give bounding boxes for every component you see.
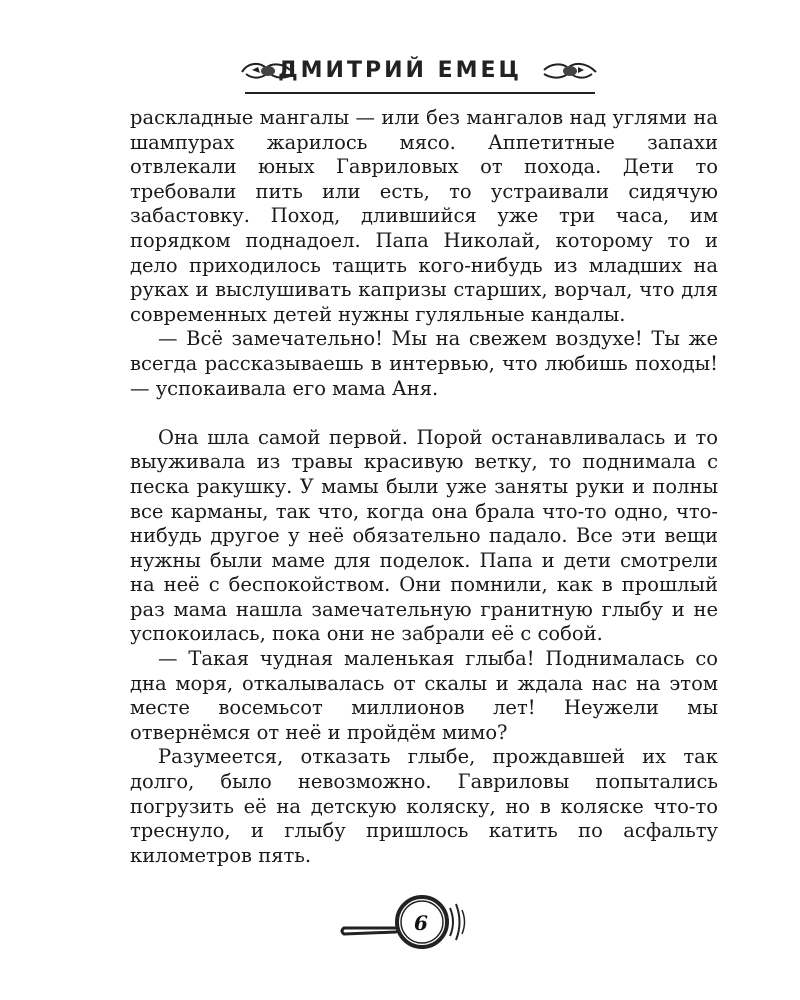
paragraph: — Всё замечательно! Мы на свежем воздухе! Ты же всегда рассказываешь в интервью, что любишь походы! — успокаивала его мама Аня. xyxy=(130,327,718,400)
right-ornament-icon xyxy=(540,58,600,84)
body-text xyxy=(130,106,718,868)
header-rule xyxy=(245,92,595,94)
header-title: ДМИТРИЙ ЕМЕЦ xyxy=(278,58,522,83)
running-header xyxy=(0,48,800,108)
paragraph: Разумеется, отказать глыбе, прождавшей их так долго, было невозможно. Гавриловы попытались погрузить её на детскую коляску, но в коляске что-то треснуло, и глыбу пришлось катить по асфальту километров пять. xyxy=(130,745,718,867)
paragraph: — Такая чудная маленькая глыба! Поднималась со дна моря, откалывалась от скалы и ждала нас на этом месте восемьсот миллионов лет! Неужели мы отвернёмся от неё и пройдём мимо? xyxy=(130,647,718,744)
paragraph: Она шла самой первой. Порой останавливалась и то выуживала из травы красивую ветку, то поднимала с песка ракушку. У мамы были уже заняты руки и полны все карманы, так что, когда она брала что-то одно, что-нибудь другое у неё обязательно падало. Все эти вещи нужны были маме для поделок. Папа и дети смотрели на неё с беспокойством. Они помнили, как в прошлый раз мама нашла замечательную гранитную глыбу и не успокоилась, пока они не забрали её с собой. xyxy=(130,425,718,646)
page-number: 6 xyxy=(414,911,428,935)
page-footer xyxy=(340,888,480,958)
paragraph: раскладные мангалы — или без мангалов над углями на шампурах жарилось мясо. Аппетитные запахи отвлекали юных Гавриловых от похода. Дети то требовали пить или есть, то устраивали сидячую забастовку. Поход, длившийся уже три часа, им порядком поднадоел. Папа Николай, которому то и дело приходилось тащить кого-нибудь из младших на руках и выслушивать капризы старших, ворчал, что для современных детей нужны гуляльные кандалы. xyxy=(130,106,718,326)
